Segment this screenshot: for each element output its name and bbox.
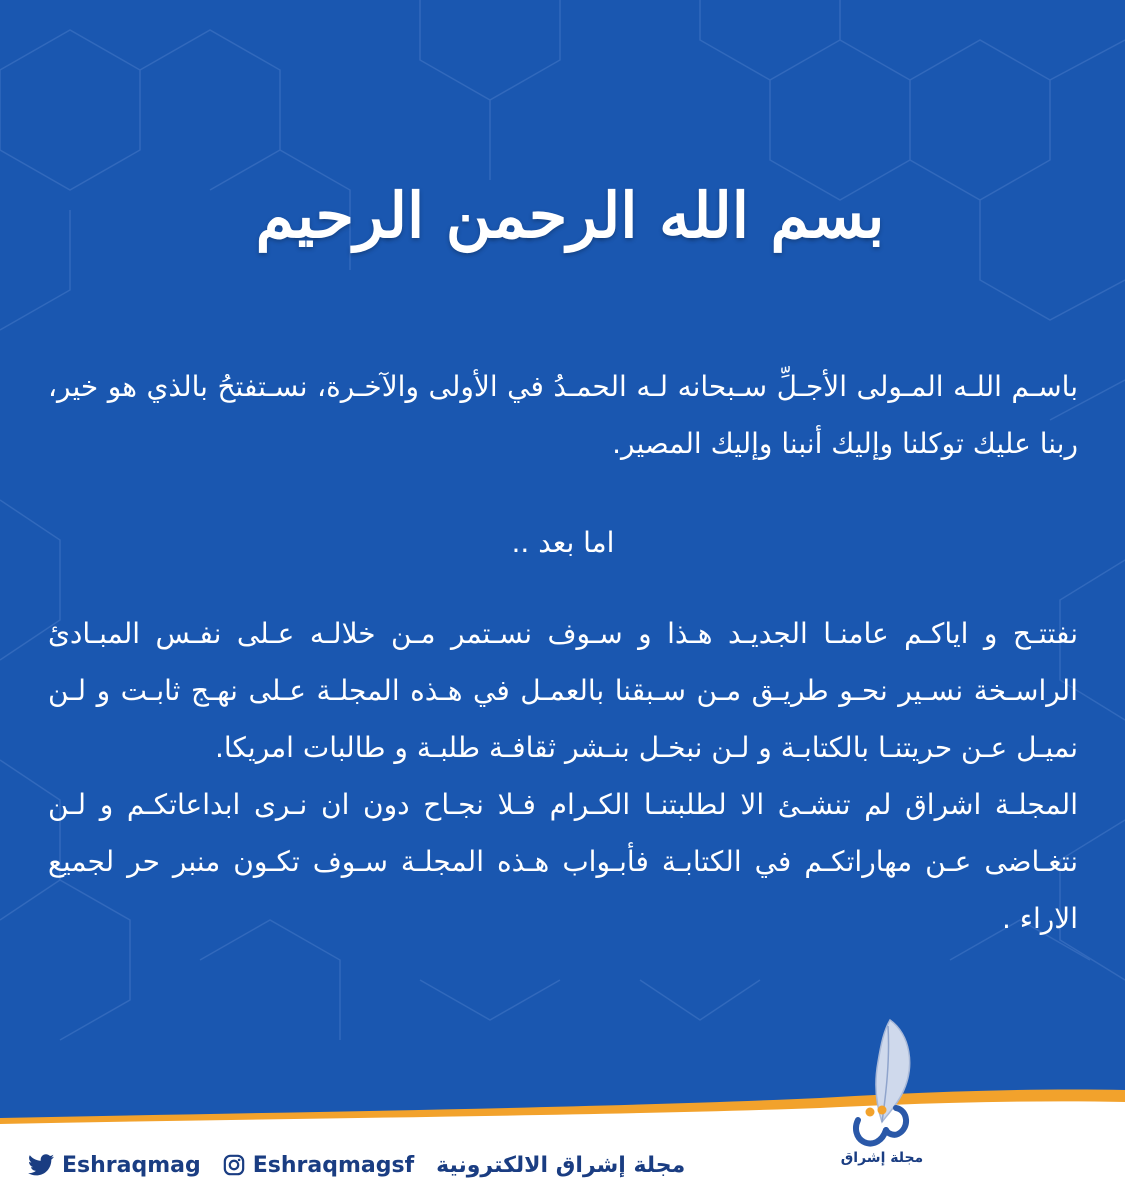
logo-caption: مجلة إشراق bbox=[840, 1150, 924, 1166]
paragraph-new-year: نفتتـح و اياكـم عامنـا الجديـد هـذا و سـوف نسـتمر مـن خلالـه عـلى نفـس المبـادئ الراسـخة نسـير نحـو طريـق مـن سـبقنا بالعمـل في هـذه المجلـة عـلى نهـج ثابـت و لـن نميـل عـن حريتنـا بالكتابـة و لـن نبخـل بنـشر ثقافـة طلبـة و طالبات امريكا. bbox=[48, 617, 1078, 764]
footer-social-bar bbox=[28, 1148, 685, 1182]
twitter-icon bbox=[28, 1154, 54, 1176]
instagram-link[interactable] bbox=[223, 1153, 414, 1178]
magazine-name: مجلة إشراق الالكترونية bbox=[436, 1152, 686, 1178]
twitter-handle: Eshraqmag bbox=[62, 1152, 201, 1178]
instagram-icon bbox=[223, 1154, 245, 1176]
paragraph-magazine: المجلـة اشراق لم تنشـئ الا لطلبتنـا الكـرام فـلا نجـاح دون ان نـرى ابداعاتكـم و لـن نتغـاضى عـن مهاراتكـم في الكتابـة فأبـواب هـذه المجلـة سـوف تكـون منبر حر لجميع الاراء . bbox=[48, 788, 1078, 935]
intro-paragraph: باسـم اللـه المـولى الأجـلِّ سـبحانه لـه الحمـدُ في الأولى والآخـرة، نسـتفتحُ بالذي هو خير، ربنا عليك توكلنا وإليك أنبنا وإليك المصير. bbox=[48, 370, 1078, 460]
instagram-handle: Eshraqmagsf bbox=[252, 1152, 415, 1178]
greeting-line: اما بعد .. bbox=[511, 526, 615, 559]
twitter-link[interactable] bbox=[28, 1153, 201, 1178]
basmala-calligraphy: بسم الله الرحمن الرحيم bbox=[255, 178, 885, 252]
letter-body bbox=[48, 358, 1078, 947]
